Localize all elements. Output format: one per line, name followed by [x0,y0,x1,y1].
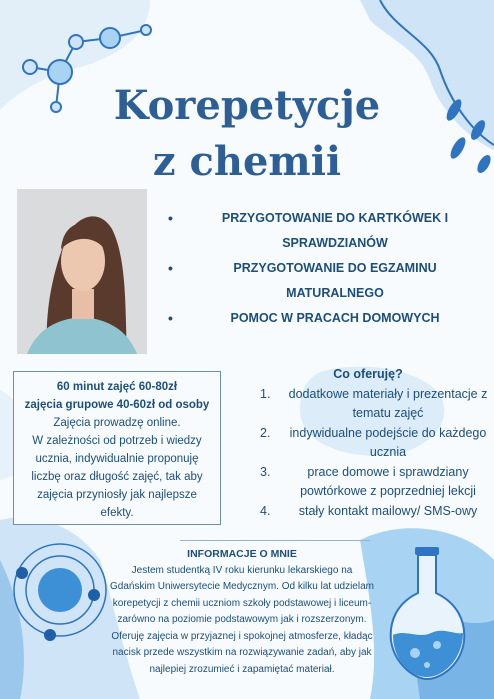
divider [180,540,370,541]
list-item: 1. dodatkowe materiały i prezentacje z tematu zajęć [260,386,488,420]
offer-section [248,365,488,521]
list-item: • PRZYGOTOWANIE DO KARTKÓWEK I SPRAWDZIANÓW [168,210,449,250]
list-item: • PRZYGOTOWANIE DO EGZAMINU MATURALNEGO [168,260,437,300]
list-item: • POMOC W PRACACH DOMOWYCH [168,310,440,326]
about-section [108,546,376,678]
online-note: Zajęcia prowadzę online. [53,417,181,429]
tutor-photo [17,189,147,354]
about-heading: INFORMACJE O MNIE [187,548,297,560]
page-title-line2: z chemii [152,138,342,185]
price-group: zajęcia grupowe 40-60zł od osoby [24,399,210,411]
services-list [168,206,478,331]
pricing-description: W zależności od potrzeb i wiedzy ucznia, indywidualnie proponuję liczbę oraz długość zajęć, tak aby zajęcia przyniosły jak najlepsze efekty. [31,435,203,519]
page-title-line1: Korepetycje [113,82,381,129]
list-item: 3. prace domowe i sprawdziany powtórkowe z poprzedniej lekcji [260,464,476,498]
about-body: Jestem studentką IV roku kierunku lekarskiego na Gdańskim Uniwersytecie Medycznym. Od kilku lat udzielam korepetycji z chemii uczniom szkoły podstawowej i liceum- zarówno na poziomie podstawowym jak i rozszerzonym. Oferuję zajęcia w przyjaznej i spokojnej atmosferze, kładąc nacisk przede wszystkim na rozwiązywanie zadań, aby jak najlepiej zrozumieć i zapamiętać materiał. [110,564,374,675]
atom-icon [10,535,110,645]
flask-icon [385,545,470,685]
list-item: 2. indywidualne podejście do każdego ucznia [260,425,487,459]
offer-heading: Co oferuję? [333,367,403,381]
pricing-box [13,371,221,525]
price-individual: 60 minut zajęć 60-80zł [56,381,178,393]
list-item: 4. stały kontakt mailowy/ SMS-owy [260,503,478,518]
